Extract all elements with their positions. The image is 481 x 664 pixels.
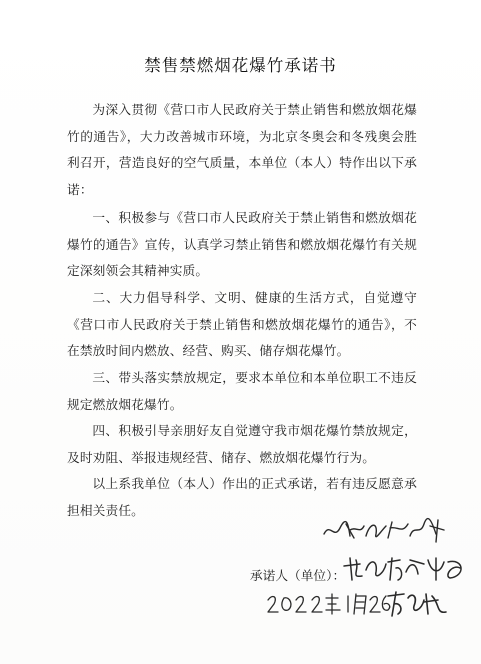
handwritten-date [264, 590, 394, 618]
paragraph-item-3: 三、带头落实禁放规定，要求本单位和本单位职工不违反规定燃放烟花爆竹。 [67, 370, 417, 412]
document-title: 禁售禁燃烟花爆竹承诺书 [144, 56, 337, 75]
handwritten-company [340, 552, 470, 586]
handwritten-note [320, 516, 450, 546]
paragraph-item-4: 四、积极引导亲朋好友自觉遵守我市烟花爆竹禁放规定，及时劝阻、举报违规经营、储存、燃放烟花爆竹行为。 [67, 423, 417, 465]
paragraph-closing: 以上系我单位（本人）作出的正式承诺，若有违反愿意承担相关责任。 [67, 476, 417, 518]
handwritten-signature [384, 588, 454, 620]
signatory-label: 承诺人（单位）： [250, 568, 346, 583]
paragraph-item-2: 二、大力倡导科学、文明、健康的生活方式，自觉遵守《营口市人民政府关于禁止销售和燃放烟花爆竹的通告》，不在禁放时间内燃放、经营、购买、储存烟花爆竹。 [67, 290, 417, 359]
paragraph-item-1: 一、积极参与《营口市人民政府关于禁止销售和燃放烟花爆竹的通告》宣传，认真学习禁止销售和燃放烟花爆竹有关规定深刻领会其精神实质。 [67, 210, 417, 279]
paragraph-intro: 为深入贯彻《营口市人民政府关于禁止销售和燃放烟花爆竹的通告》，大力改善城市环境，为北京冬奥会和冬残奥会胜利召开，营造良好的空气质量，本单位（本人）特作出以下承诺： [67, 102, 417, 197]
